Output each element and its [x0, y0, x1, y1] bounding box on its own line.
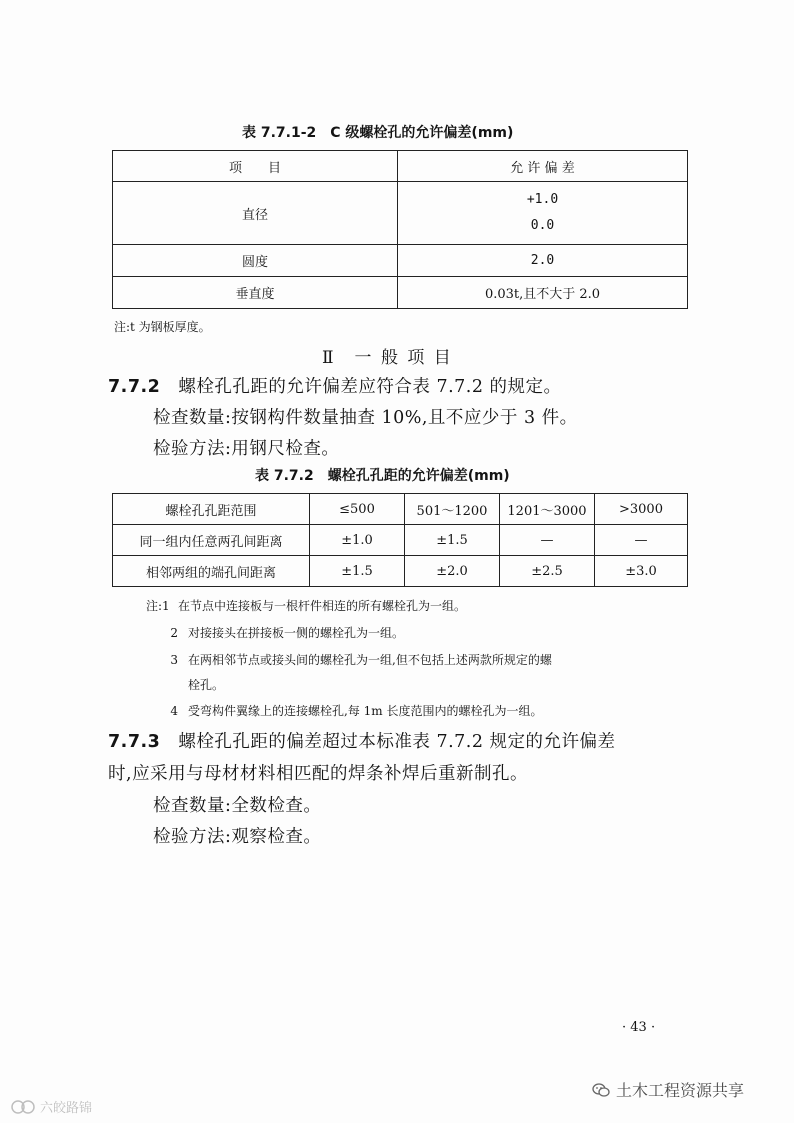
table1-cell-value: 2.0	[398, 245, 688, 277]
table2-cell: ±3.0	[595, 556, 688, 587]
clause-773	[108, 728, 616, 753]
wechat-icon	[592, 1082, 610, 1098]
table2-note: 4 受弯构件翼缘上的连接螺栓孔,每 1m 长度范围内的螺栓孔为一组。	[170, 704, 543, 718]
table1-header-item: 项 目	[113, 151, 398, 182]
table2-cell: —	[595, 525, 688, 556]
table1	[112, 150, 688, 309]
tolerance-lower: 0.0	[530, 218, 555, 233]
check-quantity: 检查数量:按钢构件数量抽查 10%,且不应少于 3 件。	[153, 408, 578, 428]
table2-cell: ±1.0	[310, 525, 405, 556]
table1-cell-value: 0.03t,且不大于 2.0	[398, 277, 688, 309]
table2-cell: —	[500, 525, 595, 556]
table2-header-cell: ≤500	[310, 494, 405, 525]
table1-header-value: 允 许 偏 差	[398, 151, 688, 182]
table2-cell: ±1.5	[405, 525, 500, 556]
clause-text: 螺栓孔孔距的偏差超过本标准表 7.7.2 规定的允许偏差	[178, 732, 616, 752]
clause-772	[108, 373, 562, 398]
table2-header-cell: 1201～3000	[500, 494, 595, 525]
table1-cell-item: 垂直度	[113, 277, 398, 309]
table1-note: 注:t 为钢板厚度。	[114, 320, 211, 334]
table1-cell-item: 圆度	[113, 245, 398, 277]
table2-note: 注:1 在节点中连接板与一根杆件相连的所有螺栓孔为一组。	[146, 599, 467, 613]
tolerance-upper: +1.0	[526, 192, 559, 207]
check-method: 检验方法:用钢尺检查。	[153, 439, 340, 459]
table2-caption: 表 7.7.2 螺栓孔孔距的允许偏差(mm)	[255, 468, 510, 484]
table2-cell: 同一组内任意两孔间距离	[113, 525, 310, 556]
table2-cell: ±2.5	[500, 556, 595, 587]
clause-number: 7.7.3	[108, 732, 161, 752]
table2-header-cell: 螺栓孔孔距范围	[113, 494, 310, 525]
table-row	[113, 525, 688, 556]
table-row	[113, 556, 688, 587]
table2-note: 3 在两相邻节点或接头间的螺栓孔为一组,但不包括上述两款所规定的螺	[170, 653, 552, 667]
clause-773-line2: 时,应采用与母材材料相匹配的焊条补焊后重新制孔。	[108, 764, 529, 784]
table2-cell: ±2.0	[405, 556, 500, 587]
check-quantity: 检查数量:全数检查。	[153, 796, 322, 816]
table2-cell: 相邻两组的端孔间距离	[113, 556, 310, 587]
table2	[112, 493, 688, 587]
section-heading: Ⅱ 一 般 项 目	[322, 348, 453, 368]
clause-text: 螺栓孔孔距的允许偏差应符合表 7.7.2 的规定。	[178, 377, 562, 397]
watermark-left: 六皎路锦	[10, 1097, 92, 1116]
watermark-right: 土木工程资源共享	[592, 1078, 744, 1101]
table1-caption: 表 7.7.1-2 C 级螺栓孔的允许偏差(mm)	[242, 125, 514, 141]
table2-header-cell: 501～1200	[405, 494, 500, 525]
table2-header-cell: >3000	[595, 494, 688, 525]
clause-number: 7.7.2	[108, 377, 161, 397]
table1-cell-value	[398, 182, 688, 245]
page-number: · 43 ·	[622, 1020, 656, 1035]
table2-cell: ±1.5	[310, 556, 405, 587]
table2-note: 2 对接接头在拼接板一侧的螺栓孔为一组。	[170, 626, 405, 640]
table1-cell-item: 直径	[113, 182, 398, 245]
check-method: 检验方法:观察检查。	[153, 827, 322, 847]
table2-note-continuation: 栓孔。	[188, 678, 225, 692]
logo-icon	[10, 1099, 36, 1115]
